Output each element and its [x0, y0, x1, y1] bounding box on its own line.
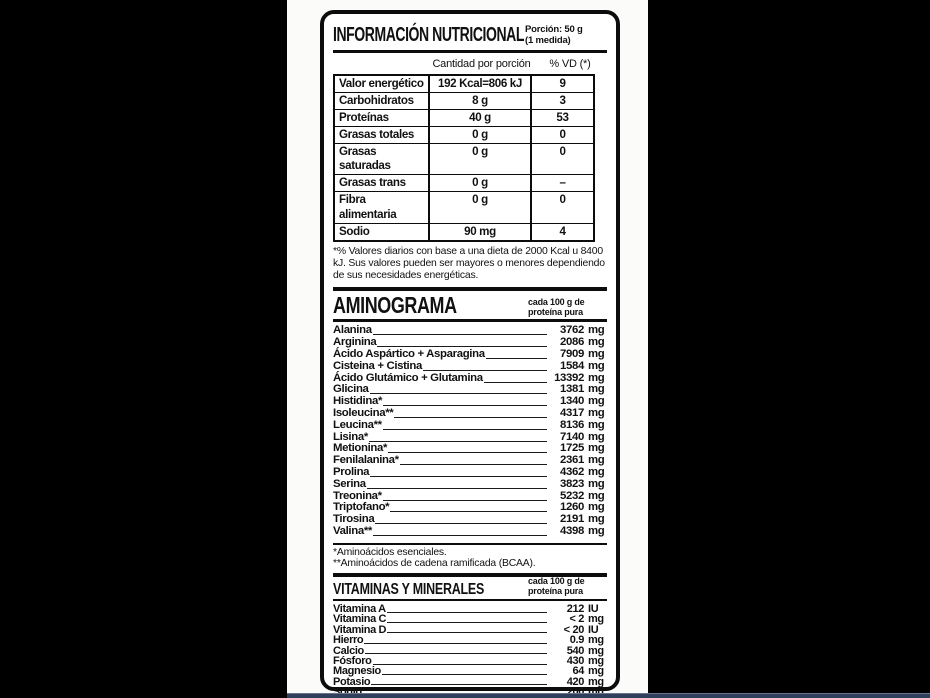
nutrient-name: Valor energético: [339, 76, 424, 90]
facts-column-headers: [333, 53, 607, 74]
nutrition-facts-title: INFORMACIÓN NUTRICIONAL: [333, 24, 524, 46]
nutrient-amount: 8 g: [428, 93, 532, 109]
amino-unit: mg: [588, 371, 605, 384]
aminogram-section: [333, 291, 607, 577]
portion-line1: Porción: 50 g: [525, 24, 583, 35]
amino-unit: mg: [588, 407, 605, 419]
amino-value: 13392: [554, 371, 584, 384]
nutrient-daily-value: 4: [559, 224, 566, 238]
dot-leader: [382, 674, 547, 675]
dot-leader: [370, 476, 547, 477]
vitamin-value: 540: [566, 644, 584, 657]
dot-leader: [367, 488, 547, 489]
nutrition-facts-header: [333, 22, 607, 48]
nutrient-daily-value: 53: [556, 110, 569, 124]
amino-unit: mg: [588, 442, 605, 455]
dot-leader: [383, 405, 547, 406]
amino-unit: mg: [588, 324, 605, 337]
amino-value: 1381: [560, 383, 584, 396]
portion-size: [525, 22, 607, 48]
right-black-panel: [648, 0, 930, 698]
nutrient-daily-value: 0: [559, 144, 566, 158]
vitamin-value: 430: [566, 654, 584, 667]
nutrient-name: Grasas saturadas: [339, 144, 391, 173]
amino-name: Lisina*: [333, 430, 368, 443]
amino-unit: mg: [588, 477, 605, 490]
label-photo-band: [287, 0, 648, 698]
nutrient-name: Sodio: [339, 224, 370, 238]
nutrition-label: [320, 10, 620, 691]
vitamin-unit: IU: [588, 603, 599, 616]
nutrient-daily-value: 9: [559, 76, 566, 90]
nutrition-facts-table: [333, 74, 595, 242]
vitamin-unit: mg: [588, 675, 604, 688]
vitamin-value: 64: [572, 665, 584, 678]
dot-leader: [387, 632, 547, 633]
amino-name: Prolina: [333, 465, 370, 478]
amino-unit: mg: [588, 501, 605, 514]
nutrient-name: Grasas totales: [339, 127, 415, 141]
amino-unit: mg: [588, 489, 605, 502]
dot-leader: [423, 370, 547, 371]
amino-name: Fenilalanina*: [333, 454, 399, 467]
vitamin-unit: mg: [588, 634, 604, 647]
amino-unit: mg: [588, 336, 605, 349]
amino-value: 2191: [560, 513, 584, 526]
dot-leader: [373, 664, 548, 665]
amino-value: 7909: [560, 348, 584, 361]
vitamins-header: [333, 577, 607, 599]
dot-leader: [383, 429, 547, 430]
vitamin-name: Calcio: [333, 644, 364, 657]
vitamin-unit: IU: [588, 623, 599, 636]
amino-unit: mg: [588, 395, 605, 408]
dot-leader: [373, 535, 547, 536]
nutrient-name: Grasas trans: [339, 176, 406, 190]
amino-name: Leucina**: [333, 418, 382, 431]
amino-value: 7140: [560, 430, 584, 443]
aminogram-row: [333, 361, 607, 373]
amino-name: Arginina: [333, 336, 377, 349]
dot-leader: [365, 653, 547, 654]
nutrient-daily-value: 0: [559, 193, 566, 207]
amino-unit: mg: [588, 524, 605, 537]
aminogram-basis: cada 100 g de proteína pura: [528, 296, 585, 317]
dot-leader: [388, 452, 547, 453]
vitamin-unit: mg: [588, 654, 604, 667]
nutrient-daily-value: 3: [559, 93, 566, 107]
nutrient-amount: 0 g: [428, 175, 532, 191]
nutrition-table-row: [335, 174, 593, 191]
dot-leader: [375, 523, 547, 524]
aminogram-header: [333, 291, 607, 319]
dot-leader: [390, 511, 547, 512]
vitamin-name: Potasio: [333, 675, 371, 688]
amino-name: Triptofano*: [333, 501, 390, 514]
nutrient-name: Proteínas: [339, 110, 389, 124]
dot-leader: [486, 358, 547, 359]
aminogram-footnote-2: **Aminoácidos de cadena ramificada (BCAA).: [333, 558, 536, 570]
amino-value: 4317: [560, 407, 584, 419]
vitamin-name: Magnesio: [333, 665, 381, 678]
amino-unit: mg: [588, 454, 605, 467]
amino-name: Ácido Glutámico + Glutamina: [333, 371, 483, 384]
vitamins-row: [333, 666, 607, 676]
amino-name: Treonina*: [333, 489, 382, 502]
col-header-amount: Cantidad por porción: [432, 57, 531, 70]
amino-unit: mg: [588, 359, 605, 372]
vitamins-minerals-section: [333, 577, 607, 698]
dot-leader: [394, 417, 547, 418]
amino-value: 1584: [560, 359, 584, 372]
nutrient-name: Fibra alimentaria: [339, 193, 397, 221]
vitamin-value: 0.9: [569, 634, 584, 647]
aminogram-list: [333, 325, 607, 537]
amino-value: 1340: [560, 395, 584, 408]
daily-values-footnote: *% Valores diarios con base a una dieta de 2000 Kcal u 8400 kJ. Sus valores pueden ser mayores o menores dependiendo de sus necesidades energéticas.: [333, 245, 605, 282]
amino-value: 1725: [560, 442, 584, 455]
bottom-accent-bar: [287, 693, 930, 698]
aminogram-footnotes: [333, 547, 607, 570]
nutrition-table-row: [335, 92, 593, 109]
left-black-panel: [0, 0, 287, 698]
nutrient-amount: 40 g: [428, 110, 532, 126]
amino-unit: mg: [588, 348, 605, 361]
dot-leader: [370, 393, 547, 394]
vitamin-value: < 2: [569, 613, 584, 626]
dot-leader: [484, 382, 547, 383]
amino-unit: mg: [588, 418, 605, 431]
dot-leader: [387, 622, 547, 623]
amino-name: Valina**: [333, 524, 372, 537]
amino-name: Alanina: [333, 324, 372, 337]
vitamins-basis: cada 100 g de proteína pura: [528, 575, 585, 596]
nutrient-amount: 0 g: [428, 127, 532, 143]
amino-name: Metionina*: [333, 442, 388, 455]
amino-name: Glicina: [333, 383, 369, 396]
amino-name: Ácido Aspártico + Asparagina: [333, 348, 485, 361]
aminogram-row: [333, 467, 607, 479]
nutrition-table-row: [335, 76, 593, 92]
dot-leader: [369, 441, 547, 442]
dot-leader: [400, 464, 547, 465]
vitamins-row: [333, 677, 607, 687]
dot-leader: [364, 643, 547, 644]
vitamin-value: 212: [566, 603, 584, 616]
amino-value: 5232: [560, 489, 584, 502]
vitamin-unit: mg: [588, 613, 604, 626]
aminogram-row: [333, 420, 607, 432]
aminogram-row: [333, 526, 607, 538]
amino-value: 1260: [560, 501, 584, 514]
nutrient-daily-value: 0: [559, 127, 566, 141]
nutrient-amount: 0 g: [428, 192, 532, 222]
vitamins-list: [333, 604, 607, 698]
nutrition-table-row: [335, 126, 593, 143]
aminogram-footnote-1: *Aminoácidos esenciales.: [333, 546, 447, 558]
col-header-dv: % VD (*): [549, 57, 591, 70]
vitamin-unit: mg: [588, 644, 604, 657]
amino-name: Cisteina + Cistina: [333, 359, 422, 372]
nutrient-name: Carbohidratos: [339, 93, 414, 107]
vitamin-name: Vitamina A: [333, 603, 386, 616]
amino-value: 3823: [560, 477, 584, 490]
vitamin-name: Hierro: [333, 634, 364, 647]
portion-line2: (1 medida): [525, 34, 571, 46]
nutrition-table-row: [335, 143, 593, 174]
amino-value: 8136: [560, 418, 584, 431]
dot-leader: [371, 684, 547, 685]
amino-unit: mg: [588, 383, 605, 396]
vitamin-name: Vitamina C: [333, 613, 387, 626]
dot-leader: [387, 612, 547, 613]
amino-unit: mg: [588, 430, 605, 443]
vitamins-title-rule: [333, 599, 607, 602]
dot-leader: [383, 500, 547, 501]
amino-name: Serina: [333, 477, 366, 490]
amino-value: 2086: [560, 336, 584, 349]
aminogram-title: AMINOGRAMA: [333, 292, 457, 319]
vitamins-row: [333, 635, 607, 645]
aminogram-footnote-rule: [333, 543, 607, 545]
amino-value: 4362: [560, 465, 584, 478]
amino-value: 2361: [560, 454, 584, 467]
nutrition-facts-section: [333, 22, 607, 291]
nutrient-amount: 192 Kcal=806 kJ: [428, 76, 532, 92]
vitamin-name: Vitamina D: [333, 623, 387, 636]
vitamins-row: [333, 625, 607, 635]
amino-unit: mg: [588, 465, 605, 478]
vitamin-unit: mg: [588, 665, 604, 678]
nutrient-daily-value: –: [559, 176, 566, 190]
vitamins-title: VITAMINAS Y MINERALES: [333, 580, 485, 598]
vitamin-value: < 20: [563, 623, 584, 636]
aminogram-row: [333, 479, 607, 491]
amino-value: 4398: [560, 524, 584, 537]
nutrition-table-row: [335, 109, 593, 126]
nutrient-amount: 90 mg: [428, 224, 532, 240]
amino-unit: mg: [588, 513, 605, 526]
nutrient-amount: 0 g: [428, 144, 532, 174]
nutrition-table-row: [335, 191, 593, 222]
amino-value: 3762: [560, 324, 584, 337]
aminogram-title-rule: [333, 319, 607, 322]
vitamin-name: Fósforo: [333, 654, 372, 667]
amino-name: Isoleucina**: [333, 407, 394, 419]
vitamins-row: [333, 646, 607, 656]
amino-name: Histidina*: [333, 395, 383, 408]
dot-leader: [373, 334, 547, 335]
amino-name: Tirosina: [333, 513, 375, 526]
vitamin-value: 420: [566, 675, 584, 688]
nutrition-table-row: [335, 223, 593, 240]
